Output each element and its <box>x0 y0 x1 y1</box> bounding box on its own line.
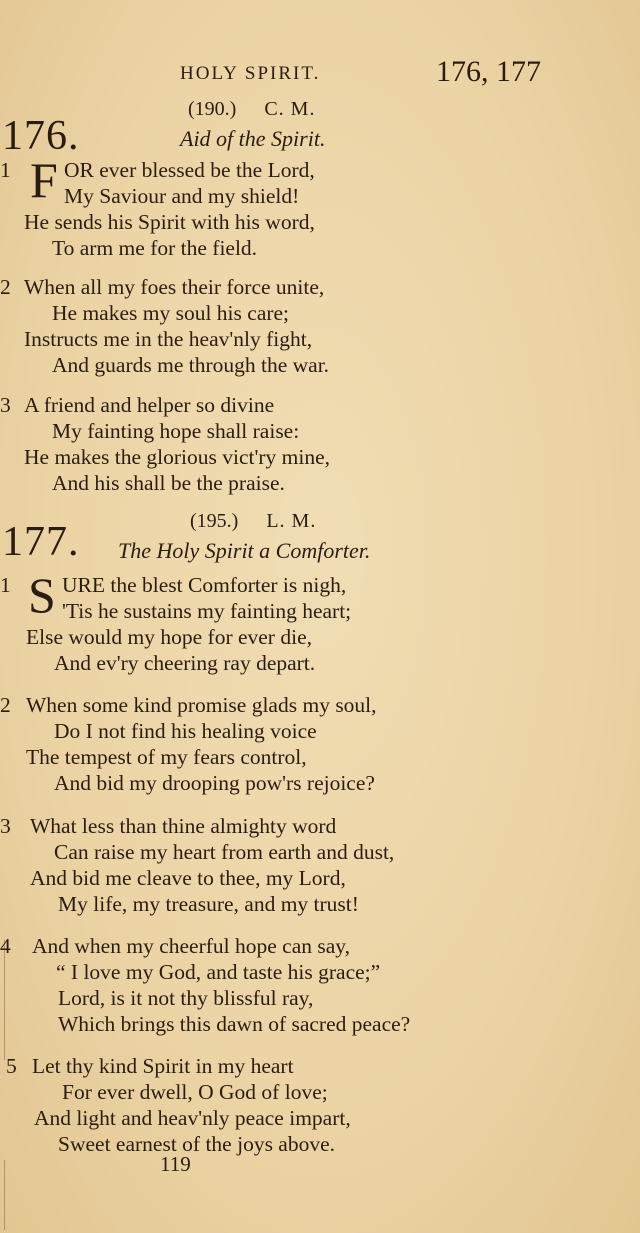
verse-line: And light and heav'nly peace impart, <box>34 1106 351 1130</box>
verse-line: Which brings this dawn of sacred peace? <box>58 1012 411 1036</box>
verse-line: When some kind promise glads my soul, <box>26 693 377 717</box>
hymn-meter: L. M. <box>266 510 317 532</box>
hymn-source-number: (195.) <box>190 510 239 532</box>
gutter-mark <box>4 1160 5 1230</box>
hymn-range: 176, 177 <box>436 55 541 88</box>
stanza-number: 5 <box>6 1054 17 1078</box>
verse-line: Else would my hope for ever die, <box>26 625 312 649</box>
stanza-number: 4 <box>0 934 11 958</box>
hymn-meta <box>190 510 316 533</box>
stanza-number: 1 <box>0 158 11 182</box>
gutter-mark <box>4 940 5 1060</box>
verse-line: My life, my treasure, and my trust! <box>58 892 359 916</box>
stanza-number: 3 <box>0 393 11 417</box>
verse-line: Let thy kind Spirit in my heart <box>32 1054 294 1078</box>
verse-line: OR ever blessed be the Lord, <box>64 158 315 182</box>
page-number: 119 <box>160 1152 191 1176</box>
verse-line: He makes my soul his care; <box>52 301 290 325</box>
verse-line: My fainting hope shall raise: <box>52 419 300 443</box>
verse-line: “ I love my God, and taste his grace;” <box>56 960 381 984</box>
page-header <box>0 55 640 95</box>
stanza-number: 2 <box>0 693 11 717</box>
hymn-source-number: (190.) <box>188 98 237 120</box>
hymn-meter: C. M. <box>264 98 316 120</box>
verse-line: When all my foes their force unite, <box>24 275 325 299</box>
verse-line: 'Tis he sustains my fainting heart; <box>62 599 352 623</box>
verse-line: The tempest of my fears control, <box>26 745 307 769</box>
verse-line: A friend and helper so divine <box>24 393 275 417</box>
hymn-heading <box>0 98 640 158</box>
verse-line: And when my cheerful hope can say, <box>32 934 351 958</box>
running-title: HOLY SPIRIT. <box>180 63 321 84</box>
verse-line: Can raise my heart from earth and dust, <box>54 840 395 864</box>
stanza-number: 1 <box>0 573 11 597</box>
verse-line: And guards me through the war. <box>52 353 330 377</box>
verse-line: And ev'ry cheering ray depart. <box>54 651 316 675</box>
verse-line: And his shall be the praise. <box>52 471 285 495</box>
drop-cap: F <box>30 152 58 208</box>
stanza-number: 2 <box>0 275 11 299</box>
verse-line: What less than thine almighty word <box>30 814 337 838</box>
stanza-number: 3 <box>0 814 11 838</box>
verse-line: My Saviour and my shield! <box>64 184 300 208</box>
verse-line: Sweet earnest of the joys above. <box>58 1132 336 1156</box>
verse-line: URE the blest Comforter is nigh, <box>62 573 347 597</box>
verse-line: To arm me for the field. <box>52 236 258 260</box>
hymn-heading <box>0 510 640 570</box>
verse-line: And bid me cleave to thee, my Lord, <box>30 866 346 890</box>
hymn-subtitle: Aid of the Spirit. <box>180 126 326 151</box>
drop-cap: S <box>28 567 56 623</box>
verse-line: Do I not find his healing voice <box>54 719 317 743</box>
hymn-number: 177. <box>2 519 80 565</box>
hymn-meta <box>188 98 315 121</box>
hymn-subtitle: The Holy Spirit a Comforter. <box>118 538 371 563</box>
verse-line: Lord, is it not thy blissful ray, <box>58 986 314 1010</box>
verse-line: For ever dwell, O God of love; <box>62 1080 328 1104</box>
verse-line: He makes the glorious vict'ry mine, <box>24 445 330 469</box>
verse-line: And bid my drooping pow'rs rejoice? <box>54 771 375 795</box>
verse-line: Instructs me in the heav'nly fight, <box>24 327 313 351</box>
verse-line: He sends his Spirit with his word, <box>24 210 315 234</box>
hymn-number: 176. <box>2 113 80 159</box>
